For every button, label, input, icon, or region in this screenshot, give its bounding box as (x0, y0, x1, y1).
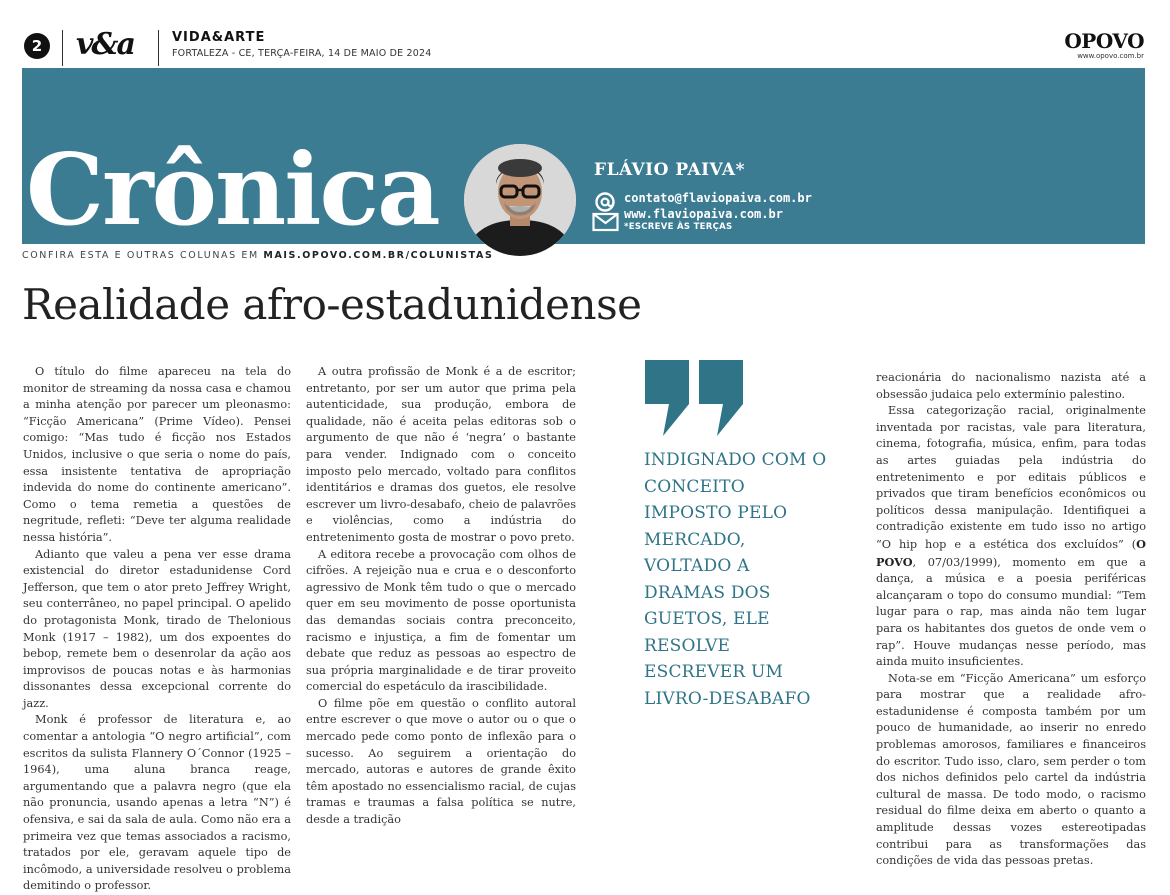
article-column-4 (876, 370, 1146, 870)
column-title: Crônica (26, 133, 439, 248)
author-portrait-icon (464, 144, 576, 256)
vida-arte-logo: v&a (76, 27, 134, 62)
paragraph: Adianto que valeu a pena ver esse drama existencial do diretor estadunidense Cord Jefferson, que tem o ator preto Jeffrey Wright, seu conterrâneo, no papel principal. O apelido do protagonista Monk, tirado de Thelonious Monk (1917 – 1982), um dos expoentes do bebop, remete bem o desenrolar da ação aos improvisos de poucas notas e às harmonias dissonantes dessa excepcional corrente do jazz. (23, 547, 291, 710)
paragraph: A editora recebe a provocação com olhos de cifrões. A rejeição nua e crua e o desconforto agressivo de Monk têm tudo o que o mercado quer em seu movimento de posse oportunista das demandas sociais contra preconceito, racismo e injustiça, a fim de fomentar um debate que reduz as pessoas ao espectro de sua própria marginalidade e de tirar proveito comercial do espetáculo da irascibilidade. (306, 547, 576, 694)
article-column-2 (306, 364, 576, 829)
author-photo (464, 144, 576, 256)
newspaper-logo: OPOVO (1064, 29, 1144, 53)
quote-marks (645, 360, 745, 440)
author-email[interactable]: contato@flaviopaiva.com.br (624, 191, 812, 205)
pull-quote: INDIGNADO COM O CONCEITO IMPOSTO PELO MERCADO, VOLTADO A DRAMAS DOS GUETOS, ELE RESOLVE ESCREVER UM LIVRO-DESABAFO (644, 450, 827, 709)
contact-icons (592, 192, 620, 236)
article-headline: Realidade afro-estadunidense (22, 280, 642, 329)
paragraph: reacionária do nacionalismo nazista até a obsessão judaica pelo extermínio palestino. (876, 371, 1146, 401)
section-name: VIDA&ARTE (172, 30, 266, 45)
article-column-1 (23, 364, 291, 895)
dateline: FORTALEZA - CE, TERÇA-FEIRA, 14 DE MAIO DE 2024 (172, 48, 432, 59)
paragraph-text: , 07/03/1999), momento em que a dança, a música e a poesia periféricas alcançaram o topo do consumo mundial: “Tem lugar para o rap, mas ainda não tem lugar para os habitantes dos guetos de onde vem o rap”. Houve mudanças nesse período, mas ainda muito insuficientes. (876, 555, 1146, 669)
more-columns-note (22, 250, 493, 261)
newspaper-name: O POVO (876, 536, 1146, 569)
column-schedule: *ESCREVE ÀS TERÇAS (624, 222, 733, 232)
paragraph-text: Essa categorização racial, originalmente inventada por racistas, vale para literatura, cinema, fotografia, música, enfim, para todas as artes guiadas pela indústria do entretenimento e por editais públicos e privados que tiram benefícios econômicos ou políticos dessa manipulação. Identifiquei a contradição existente em tudo isso no artigo “O hip hop e a estética dos excluídos” ( (876, 404, 1146, 551)
quotation-mark-icon (645, 360, 745, 436)
paragraph: Nota-se em “Ficção Americana” um esforço para mostrar que a realidade afro-estadunidense é composta também por um pouco de humanidade, ao inserir no enredo problemas amorosos, familiares e financeiros do escritor. Tudo isso, claro, sem perder o tom dos nichos definidos pelo cartel da indústria cultural de massa. De todo modo, o racismo residual do filme deixa em aberto o quanto a amplitude dessas vozes estereotipadas contribui para as transformações das condições de vida das pessoas pretas. (876, 671, 1146, 868)
author-website[interactable]: www.flaviopaiva.com.br (624, 207, 783, 221)
author-name: FLÁVIO PAIVA* (594, 160, 745, 180)
paragraph (876, 403, 1146, 671)
more-columns-prefix: CONFIRA ESTA E OUTRAS COLUNAS EM (22, 250, 264, 261)
paragraph: Monk é professor de literatura e, ao comentar a antologia “O negro artificial”, com escritos da sulista Flannery O´Connor (1925 – 1964), uma aluna branca reage, argumentando que a palavra negro (que ela não pronuncia, usando apenas a letra “N”) é ofensiva, e sai da sala de aula. Como não era a primeira vez que temas associados a racismo, tratados por ele, geravam aquele tipo de incômodo, a universidade resolveu o problema demitindo o professor. (23, 713, 291, 893)
masthead-divider (62, 30, 63, 66)
paragraph: A outra profissão de Monk é a de escritor; entretanto, por ser um autor que prima pela autenticidade, sua produção, embora de qualidade, não é aceita pelas editoras sob o argumento de que não é ‘negra’ o bastante para vender. Indignado com o conceito imposto pelo mercado, voltado para conflitos identitários e dramas dos guetos, ele resolve escrever um livro-desabafo, cheio de palavrões e violências, como a indústria do entretenimento gosta de mostrar o povo preto. (306, 365, 576, 544)
paragraph: O filme põe em questão o conflito autoral entre escrever o que move o autor ou o que o mercado pede como ponto de inflexão para o sucesso. Ao seguirem a orientação do mercado, autoras e autores de grande êxito têm apostado no essencialismo racial, de cujas tramas e traumas a falsa política se nutre, desde a tradição (306, 696, 576, 827)
masthead-divider (158, 30, 159, 66)
at-email-icon (592, 192, 620, 232)
paragraph: O título do filme apareceu na tela do monitor de streaming da nossa casa e chamou a minha atenção por parecer um pleonasmo: “Ficção Americana” (Prime Vídeo). Pensei comigo: “Mas tudo é ficção nos Estados Unidos, inclusive o que seria o nome do país, essa insistente tentativa de apropriação indevida do nome do continente americano”. Como o tema remetia a questões de negritude, refleti: “Deve ter alguma realidade nessa história”. (23, 365, 291, 544)
newspaper-url: www.opovo.com.br (1077, 52, 1144, 60)
page-number: 2 (24, 33, 50, 59)
more-columns-link[interactable]: MAIS.OPOVO.COM.BR/COLUNISTAS (263, 250, 494, 261)
